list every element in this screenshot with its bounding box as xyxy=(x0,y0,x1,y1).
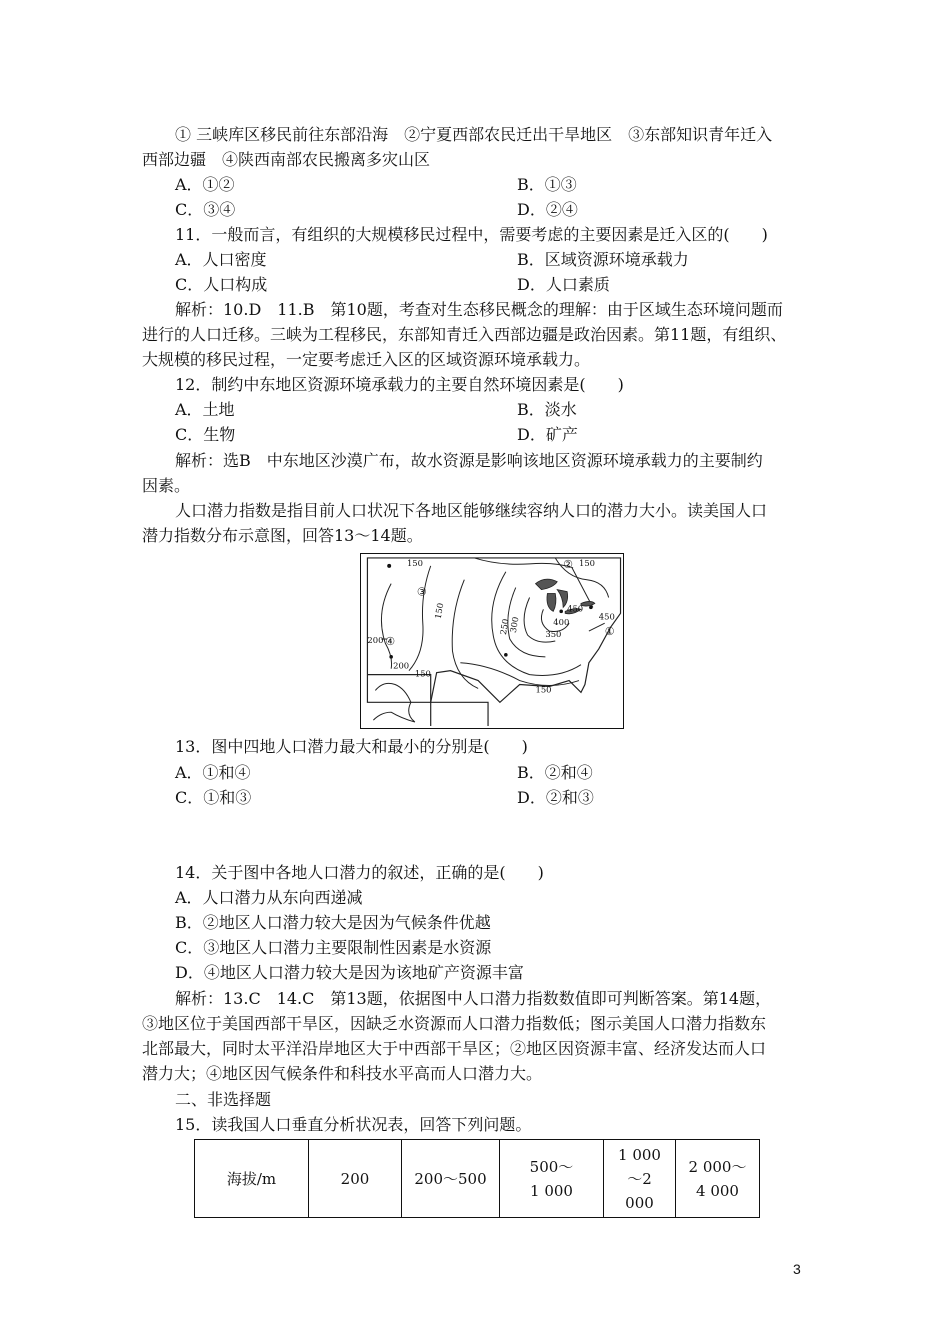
table-cell-text: 1 000 xyxy=(530,1181,573,1200)
analysis-13-14-line3: 北部最大，同时太平洋沿岸地区大于中西部干旱区；②地区因资源丰富、经济发达而人口 xyxy=(142,1039,767,1058)
q11-option-b: B．区域资源环境承载力 xyxy=(517,250,689,269)
q15-stem: 15．读我国人口垂直分析状况表，回答下列问题。 xyxy=(175,1115,532,1134)
table-cell-text: 1 000 xyxy=(618,1145,661,1164)
table-row xyxy=(195,1140,760,1218)
region-marker-2: ② xyxy=(563,557,573,571)
population-altitude-table xyxy=(194,1139,760,1218)
analysis-12-line2: 因素。 xyxy=(142,476,191,495)
q12-option-a: A．土地 xyxy=(175,400,235,419)
q13-option-b: B．②和④ xyxy=(517,763,593,782)
q12-option-c: C．生物 xyxy=(175,425,236,444)
table-header-altitude: 海拔/m xyxy=(195,1140,309,1218)
q13-stem: 13．图中四地人口潜力最大和最小的分别是( ) xyxy=(175,737,528,756)
table-cell-500-1000 xyxy=(500,1140,604,1218)
table-cell-2000-4000 xyxy=(676,1140,760,1218)
table-cell-text: 500～ xyxy=(529,1157,574,1176)
usa-population-potential-map xyxy=(360,553,624,729)
table-cell-text: 4 000 xyxy=(696,1181,739,1200)
isoline-label-450-b: 450 xyxy=(598,611,615,622)
q10-option-c: C．③④ xyxy=(175,200,236,219)
section-heading-non-choice: 二、非选择题 xyxy=(175,1090,272,1109)
q12-option-b: B．淡水 xyxy=(517,400,577,419)
analysis-10-11-line1: 解析：10.D 11.B 第10题，考查对生态移民概念的理解：由于区域生态环境问题而 xyxy=(175,300,783,319)
table-cell-200-500: 200～500 xyxy=(402,1140,500,1218)
table-cell-text: 000 xyxy=(625,1193,654,1212)
isoline-label-150-mid: 150 xyxy=(432,602,446,620)
table-cell-200: 200 xyxy=(309,1140,402,1218)
analysis-13-14-line2: ③地区位于美国西部干旱区，因缺乏水资源而人口潜力指数低；图示美国人口潜力指数东 xyxy=(142,1014,767,1033)
analysis-13-14-line1: 解析：13.C 14.C 第13题，依据图中人口潜力指数数值即可判断答案。第14题， xyxy=(175,989,772,1008)
region-marker-3: ③ xyxy=(416,585,427,599)
isoline-label-300: 300 xyxy=(507,615,521,634)
q10-options-line2: 西部边疆 ④陕西南部农民搬离多灾山区 xyxy=(142,150,431,169)
q14-option-c: C．③地区人口潜力主要限制性因素是水资源 xyxy=(175,938,492,957)
q14-option-a: A．人口潜力从东向西递减 xyxy=(175,888,363,907)
isoline-label-350: 350 xyxy=(545,629,562,640)
analysis-12-line1: 解析：选B 中东地区沙漠广布，故水资源是影响该地区资源环境承载力的主要制约 xyxy=(175,451,763,470)
q11-option-c: C．人口构成 xyxy=(175,275,268,294)
page-number: 3 xyxy=(793,1261,801,1277)
q14-stem: 14．关于图中各地人口潜力的叙述，正确的是( ) xyxy=(175,863,544,882)
analysis-13-14-line4: 潜力大；④地区因气候条件和科技水平高而人口潜力大。 xyxy=(142,1064,543,1083)
isoline-label-150-ne: 150 xyxy=(579,557,596,568)
q13-option-a: A．①和④ xyxy=(175,763,251,782)
intro-13-14-line2: 潜力指数分布示意图，回答13～14题。 xyxy=(142,526,423,545)
table-cell-text: 2 000～ xyxy=(688,1157,747,1176)
isoline-label-450-a: 450 xyxy=(567,603,584,614)
q14-option-b: B．②地区人口潜力较大是因为气候条件优越 xyxy=(175,913,491,932)
q11-option-a: A．人口密度 xyxy=(175,250,267,269)
q12-stem: 12．制约中东地区资源环境承载力的主要自然环境因素是( ) xyxy=(175,375,624,394)
q14-option-d: D．④地区人口潜力较大是因为该地矿产资源丰富 xyxy=(175,963,524,982)
table-cell-text: ～2 xyxy=(627,1169,652,1188)
q13-option-d: D．②和③ xyxy=(517,788,594,807)
q10-options-line1: ① 三峡库区移民前往东部沿海 ②宁夏西部农民迁出干旱地区 ③东部知识青年迁入 xyxy=(175,125,773,144)
q10-option-d: D．②④ xyxy=(517,200,578,219)
analysis-10-11-line2: 进行的人口迁移。三峡为工程移民，东部知青迁入西部边疆是政治因素。第11题，有组织、 xyxy=(142,325,787,344)
q10-option-b: B．①③ xyxy=(517,175,577,194)
q13-option-c: C．①和③ xyxy=(175,788,252,807)
region-marker-1: ① xyxy=(604,625,615,639)
q12-option-d: D．矿产 xyxy=(517,425,578,444)
analysis-10-11-line3: 大规模的移民过程，一定要考虑迁入区的区域资源环境承载力。 xyxy=(142,350,591,369)
region-marker-4: ④ xyxy=(385,634,395,648)
intro-13-14-line1: 人口潜力指数是指目前人口状况下各地区能够继续容纳人口的潜力大小。读美国人口 xyxy=(175,501,768,520)
isoline-label-200-w: 200 xyxy=(367,634,384,645)
q11-option-d: D．人口素质 xyxy=(517,275,610,294)
isoline-label-150-s: 150 xyxy=(535,684,552,695)
table-cell-1000-2000 xyxy=(604,1140,676,1218)
isoline-label-200-sw: 200 xyxy=(393,660,410,671)
q10-option-a: A．①② xyxy=(175,175,235,194)
isoline-label-150-sw: 150 xyxy=(414,668,431,679)
q11-stem: 11．一般而言，有组织的大规模移民过程中，需要考虑的主要因素是迁入区的( ) xyxy=(175,225,768,244)
isoline-label-400: 400 xyxy=(553,617,570,628)
isoline-label-150-nw: 150 xyxy=(406,557,423,568)
isoline-label-250: 250 xyxy=(497,617,511,636)
